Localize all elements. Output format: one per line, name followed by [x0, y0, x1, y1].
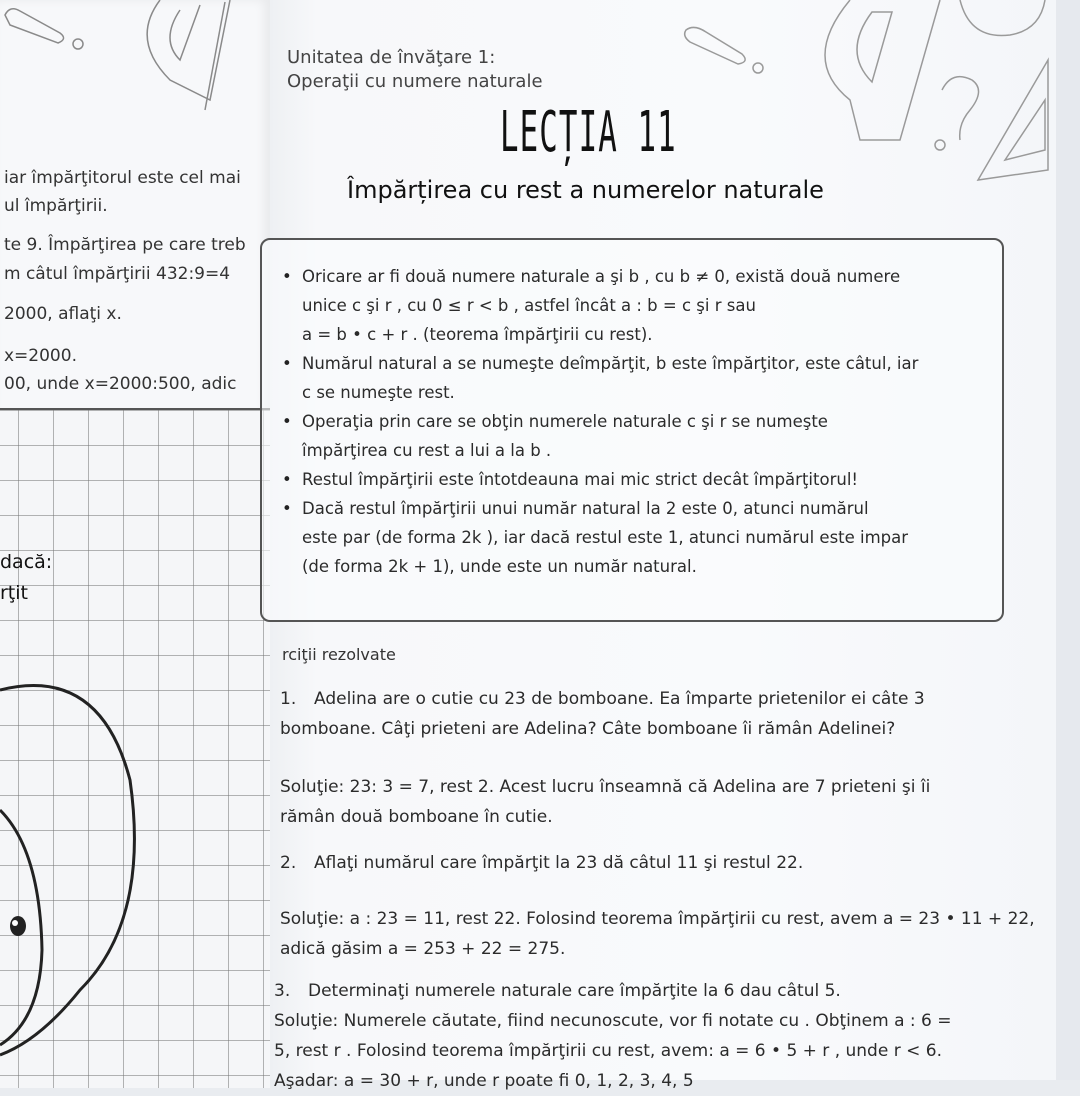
bullet-line: • Operaţia prin care se obţin numerele naturale c şi r se numeşte [302, 412, 828, 431]
bullet-line: • Numărul natural a se numeşte deîmpărţit, b este împărţitor, este câtul, iar [302, 354, 919, 373]
left-text-line: te 9. Împărţirea pe care treb [4, 235, 246, 255]
theory-bullet [282, 494, 1002, 581]
bullet-line: c se numeşte rest. [302, 383, 455, 402]
left-text-line: 2000, aflaţi x. [4, 304, 122, 324]
solution-line: rămân două bomboane în cutie. [280, 807, 553, 827]
problem-line: Determinaţi numerele naturale care împărţite la 6 dau câtul 5. [308, 981, 841, 1001]
bullet-line: • Dacă restul împărţirii unui număr natural la 2 este 0, atunci numărul [302, 499, 869, 518]
left-text-line: m câtul împărţirii 432:9=4 [4, 264, 231, 284]
solution-line: Soluţie: 23: 3 = 7, rest 2. Acest lucru înseamnă că Adelina are 7 prieteni şi îi [280, 777, 931, 797]
bullet-line: a = b • c + r . (teorema împărţirii cu rest). [302, 325, 653, 344]
pencil-protractor-doodle-icon [0, 0, 270, 130]
theory-bullet [282, 349, 1002, 407]
exercise-number: 3. [274, 981, 291, 1001]
problem-line: Aflaţi numărul care împărţit la 23 dă câtul 11 şi restul 22. [314, 853, 804, 873]
theory-bullet [282, 407, 1002, 465]
exercise-2-solution [280, 904, 1050, 964]
left-text-line: x=2000. [4, 346, 77, 366]
left-text-line: ul împărţirii. [4, 196, 108, 216]
solution-line: Soluţie: a : 23 = 11, rest 22. Folosind teorema împărţirii cu rest, avem a = 23 • 11 + 22, [280, 909, 1035, 929]
unit-line-1: Unitatea de învăţare 1: [287, 47, 496, 68]
grid-label: rţit [0, 582, 28, 604]
bullet-line: • Restul împărţirii este întotdeauna mai mic strict decât împărţitorul! [302, 470, 859, 489]
section-label: rciţii rezolvate [282, 645, 396, 664]
theory-bullet [282, 465, 1002, 494]
bullet-line: • Oricare ar fi două numere naturale a şi b , cu b ≠ 0, există două numere [302, 267, 901, 286]
problem-line: Adelina are o cutie cu 23 de bomboane. Ea împarte prietenilor ei câte 3 [314, 689, 925, 709]
grid-label: dacă: [0, 551, 53, 573]
bullet-line: este par (de forma 2k ), iar dacă restul este 1, atunci numărul este impar [302, 528, 909, 547]
solution-line: Soluţie: Numerele căutate, fiind necunoscute, vor fi notate cu . Obţinem a : 6 = [274, 1011, 952, 1031]
exercise-1-problem [280, 684, 1050, 744]
school-supplies-doodle-icon [660, 0, 1080, 250]
hand-drawn-circle-icon [0, 660, 270, 1080]
bullet-line: împărţirea cu rest a lui a la b . [302, 441, 552, 460]
exercise-1-solution [280, 772, 1050, 832]
theory-bullet [282, 262, 1002, 349]
solution-line: 5, rest r . Folosind teorema împărţirii cu rest, avem: a = 6 • 5 + r , unde r < 6. [274, 1041, 942, 1061]
lesson-title: LECȚIA 11 [500, 100, 677, 165]
solution-line: adică găsim a = 253 + 22 = 275. [280, 939, 566, 959]
theory-bullet-list [282, 262, 1002, 581]
solution-line: Aşadar: a = 30 + r, unde r poate fi 0, 1, 2, 3, 4, 5 [274, 1071, 694, 1091]
left-text-line: iar împărţitorul este cel mai [4, 168, 241, 188]
bullet-line: unice c şi r , cu 0 ≤ r < b , astfel încât a : b = c şi r sau [302, 296, 756, 315]
unit-label [287, 46, 543, 94]
left-page [0, 0, 270, 1080]
problem-line: bomboane. Câţi prieteni are Adelina? Câte bomboane îi rămân Adelinei? [280, 719, 896, 739]
exercise-2-problem [280, 848, 1050, 878]
left-text-line: 00, unde x=2000:500, adic [4, 374, 237, 394]
lesson-subtitle: Împărțirea cu rest a numerelor naturale [347, 176, 824, 204]
exercise-number: 2. [280, 853, 297, 873]
unit-line-2: Operaţii cu numere naturale [287, 71, 543, 92]
bullet-line: (de forma 2k + 1), unde este un număr natural. [302, 557, 697, 576]
exercise-number: 1. [280, 689, 297, 709]
exercise-3 [274, 976, 1044, 1096]
